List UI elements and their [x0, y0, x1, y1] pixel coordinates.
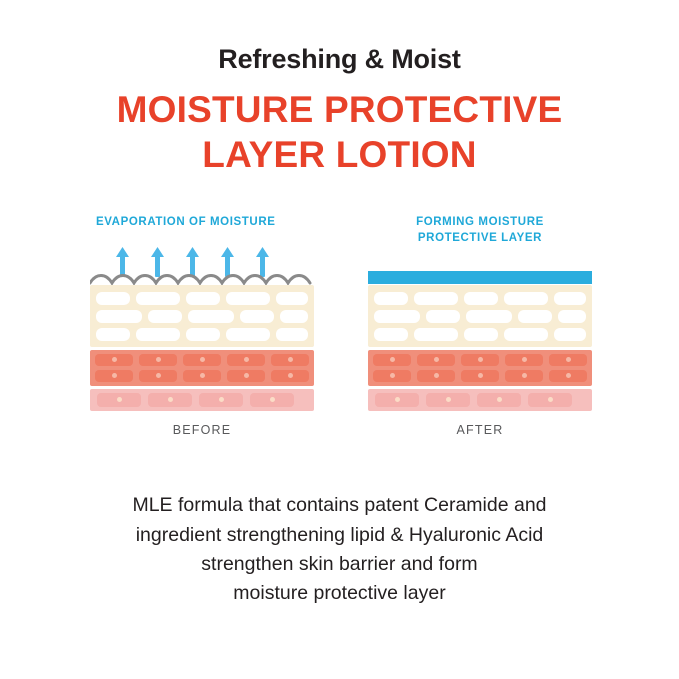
kicker-text: Refreshing & Moist: [218, 44, 461, 74]
moisture-protective-barrier: [368, 271, 592, 284]
before-hypodermis-layer: [90, 389, 314, 411]
after-caption-line-2: PROTECTIVE LAYER: [417, 231, 543, 244]
description-line-4: moisture protective layer: [233, 582, 446, 605]
description-line-3: strengthen skin barrier and form: [201, 552, 478, 575]
after-epidermis-layer: [368, 285, 592, 347]
after-caption-line-1: FORMING MOISTURE: [416, 216, 544, 229]
description-line-2: ingredient strengthening lipid & Hyaluronic Acid: [135, 523, 544, 546]
skin-diagram: [0, 215, 679, 445]
before-state-label: BEFORE: [172, 423, 232, 438]
description-line-1: MLE formula that contains patent Ceramide and: [132, 494, 547, 517]
heading-group: [0, 0, 679, 177]
after-dermis-layer: [368, 350, 592, 386]
after-hypodermis-layer: [368, 389, 592, 411]
after-state-label: AFTER: [456, 423, 504, 438]
page-title-line-2: LAYER LOTION: [202, 134, 477, 176]
after-skin-cross-section: [368, 247, 592, 409]
before-caption: EVAPORATION OF MOISTURE: [96, 216, 276, 229]
after-panel: [368, 215, 592, 437]
before-skin-cross-section: [90, 247, 314, 409]
description-text: [0, 491, 679, 608]
before-panel: [90, 215, 314, 437]
damaged-barrier-icon: [90, 269, 314, 285]
before-dermis-layer: [90, 350, 314, 386]
page-title-line-1: MOISTURE PROTECTIVE: [116, 89, 563, 131]
before-epidermis-layer: [90, 285, 314, 347]
after-caption: [368, 215, 592, 247]
page-title: [0, 87, 679, 177]
